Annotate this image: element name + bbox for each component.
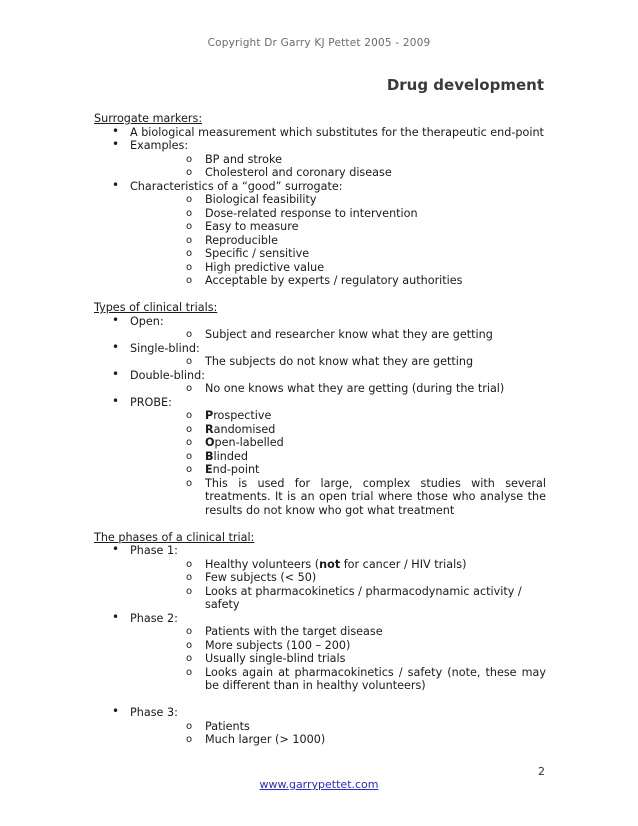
sub-item-text: Dose-related response to intervention xyxy=(205,206,418,220)
bullet-icon: • xyxy=(112,393,120,408)
sub-item-text: Cholesterol and coronary disease xyxy=(205,166,392,179)
bullet-icon: • xyxy=(112,609,120,624)
page-title: Drug development xyxy=(386,76,544,94)
sub-item-text: This is used for large, complex studies with several treatments. It is an open trial where those who analyse the results do not know who got what treatment xyxy=(205,476,546,517)
bullet-icon: • xyxy=(112,123,120,138)
list-item-text: A biological measurement which substitutes for the therapeutic end-point xyxy=(130,125,544,139)
list-item xyxy=(94,393,546,518)
bullet-icon: • xyxy=(112,542,120,556)
bullet-icon: • xyxy=(112,137,120,151)
section-trial-phases xyxy=(94,531,546,747)
sub-item-text: Biological feasibility xyxy=(205,193,317,206)
list-item xyxy=(94,312,546,342)
sub-item-text: Looks at pharmacokinetics / pharmacodynamic activity / safety xyxy=(205,584,522,611)
sub-item-text: Patients xyxy=(205,719,250,733)
bullet-icon: • xyxy=(112,366,120,381)
sub-list-item xyxy=(130,247,546,261)
circle-bullet-icon: o xyxy=(186,383,193,394)
sub-list-item xyxy=(130,436,546,450)
list-item xyxy=(94,177,546,288)
sub-item-text: Specific / sensitive xyxy=(205,247,310,260)
circle-bullet-icon: o xyxy=(186,248,193,259)
circle-bullet-icon: o xyxy=(186,558,193,570)
list-item-text: PROBE: xyxy=(130,395,172,409)
sub-item-text: rospective xyxy=(213,409,272,422)
document-body xyxy=(94,112,546,760)
list-item xyxy=(94,609,546,693)
sub-list-item xyxy=(130,193,546,207)
sub-list-item xyxy=(130,207,546,221)
circle-bullet-icon: o xyxy=(186,464,193,475)
sub-list-item xyxy=(130,625,546,639)
acronym-letter: B xyxy=(205,449,214,463)
list-item xyxy=(94,706,546,747)
sub-list-item xyxy=(130,450,546,464)
bullet-icon: • xyxy=(112,339,120,354)
bullet-icon: • xyxy=(112,312,120,327)
circle-bullet-icon: o xyxy=(186,423,193,435)
list-item xyxy=(94,123,546,140)
sub-list-item xyxy=(130,153,546,167)
bullet-icon: • xyxy=(112,177,120,192)
circle-bullet-icon: o xyxy=(186,653,193,664)
list-item-text: Double-blind: xyxy=(130,368,205,382)
bullet-list xyxy=(94,544,546,747)
sub-item-text: Looks again at pharmacokinetics / safety (note, these may be different than in healthy volunteers) xyxy=(205,665,546,692)
circle-bullet-icon: o xyxy=(186,275,193,286)
acronym-letter: P xyxy=(205,409,214,422)
sub-list-item xyxy=(130,220,546,234)
sub-list-item xyxy=(130,585,546,612)
sub-item-text: Easy to measure xyxy=(205,220,299,233)
list-item-text: Open: xyxy=(130,314,164,328)
circle-bullet-icon: o xyxy=(186,437,193,448)
bullet-list xyxy=(94,123,546,288)
circle-bullet-icon: o xyxy=(186,720,193,732)
page-number: 2 xyxy=(538,765,545,778)
sub-list-item xyxy=(130,639,546,653)
sub-item-text: for cancer / HIV trials) xyxy=(340,557,467,571)
sub-item-text: High predictive value xyxy=(205,260,325,274)
acronym-letter: R xyxy=(205,422,214,436)
sub-item-text: Reproducible xyxy=(205,233,278,247)
sub-list-item xyxy=(130,382,546,396)
sub-list-item xyxy=(130,166,546,180)
bullet-list xyxy=(94,312,546,518)
sub-item-text: nd-point xyxy=(212,463,260,476)
sub-list-item xyxy=(130,274,546,288)
circle-bullet-icon: o xyxy=(186,734,193,745)
circle-bullet-icon: o xyxy=(186,410,193,421)
circle-bullet-icon: o xyxy=(186,329,193,340)
circle-bullet-icon: o xyxy=(186,234,193,246)
circle-bullet-icon: o xyxy=(186,221,193,232)
sub-list-item xyxy=(130,463,546,477)
sub-item-text: Much larger (> 1000) xyxy=(205,733,326,746)
section-surrogate-markers xyxy=(94,112,546,288)
acronym-letter: E xyxy=(205,463,213,476)
sub-list-item xyxy=(130,423,546,437)
list-item-text: Phase 3: xyxy=(130,706,178,719)
sub-list-item xyxy=(130,720,546,734)
list-item xyxy=(94,366,546,396)
circle-bullet-icon: o xyxy=(186,194,193,205)
circle-bullet-icon: o xyxy=(186,207,193,219)
list-item xyxy=(94,339,546,369)
circle-bullet-icon: o xyxy=(186,585,193,597)
sub-item-text: Acceptable by experts / regulatory authorities xyxy=(205,274,463,287)
sub-list-item xyxy=(130,328,546,342)
sub-item-text: The subjects do not know what they are getting xyxy=(205,355,474,368)
circle-bullet-icon: o xyxy=(186,639,193,651)
sub-list-item xyxy=(130,652,546,666)
sub-item-text: No one knows what they are getting (during the trial) xyxy=(205,382,505,395)
footer-link[interactable]: www.garrypettet.com xyxy=(259,778,379,791)
sub-item-text: Subject and researcher know what they are getting xyxy=(205,328,493,341)
circle-bullet-icon: o xyxy=(186,261,193,273)
list-item-text: Phase 2: xyxy=(130,611,178,625)
sub-item-text: Usually single-blind trials xyxy=(205,652,346,665)
sub-item-text: More subjects (100 – 200) xyxy=(205,638,351,652)
sub-list-item xyxy=(130,477,546,518)
circle-bullet-icon: o xyxy=(186,356,193,367)
sub-list-item xyxy=(130,666,546,693)
list-item xyxy=(94,544,546,612)
sub-list-item xyxy=(130,409,546,423)
sub-list-item xyxy=(130,261,546,275)
list-item-text: Examples: xyxy=(130,139,189,152)
sub-item-text: Healthy volunteers ( xyxy=(205,557,320,571)
sub-item-text: Few subjects (< 50) xyxy=(205,571,317,584)
circle-bullet-icon: o xyxy=(186,153,193,165)
circle-bullet-icon: o xyxy=(186,666,193,678)
list-item-text: Characteristics of a “good” surrogate: xyxy=(130,179,343,193)
section-heading: The phases of a clinical trial: xyxy=(94,530,255,544)
sub-item-text: linded xyxy=(213,449,248,463)
circle-bullet-icon: o xyxy=(186,572,193,583)
section-heading: Types of clinical trials: xyxy=(94,301,218,314)
sub-item-text: Patients with the target disease xyxy=(205,625,383,638)
circle-bullet-icon: o xyxy=(186,167,193,178)
sub-item-text: andomised xyxy=(213,422,276,436)
sub-item-text: BP and stroke xyxy=(205,152,282,166)
list-item-text: Single-blind: xyxy=(130,341,200,355)
list-item xyxy=(94,139,546,180)
sub-list-item xyxy=(130,558,546,572)
sub-item-text: pen-labelled xyxy=(214,436,284,449)
sub-list-item xyxy=(130,234,546,248)
list-item-text: Phase 1: xyxy=(130,544,178,557)
bullet-icon: • xyxy=(112,704,120,718)
acronym-letter: O xyxy=(205,436,215,449)
sub-list-item xyxy=(130,571,546,585)
circle-bullet-icon: o xyxy=(186,626,193,637)
emphasis-text: not xyxy=(319,557,341,571)
sub-list-item xyxy=(130,355,546,369)
circle-bullet-icon: o xyxy=(186,450,193,462)
section-types-of-trials xyxy=(94,301,546,517)
sub-list-item xyxy=(130,733,546,747)
section-heading: Surrogate markers: xyxy=(94,112,203,125)
circle-bullet-icon: o xyxy=(186,477,193,489)
copyright-header: Copyright Dr Garry KJ Pettet 2005 - 2009 xyxy=(207,37,431,49)
